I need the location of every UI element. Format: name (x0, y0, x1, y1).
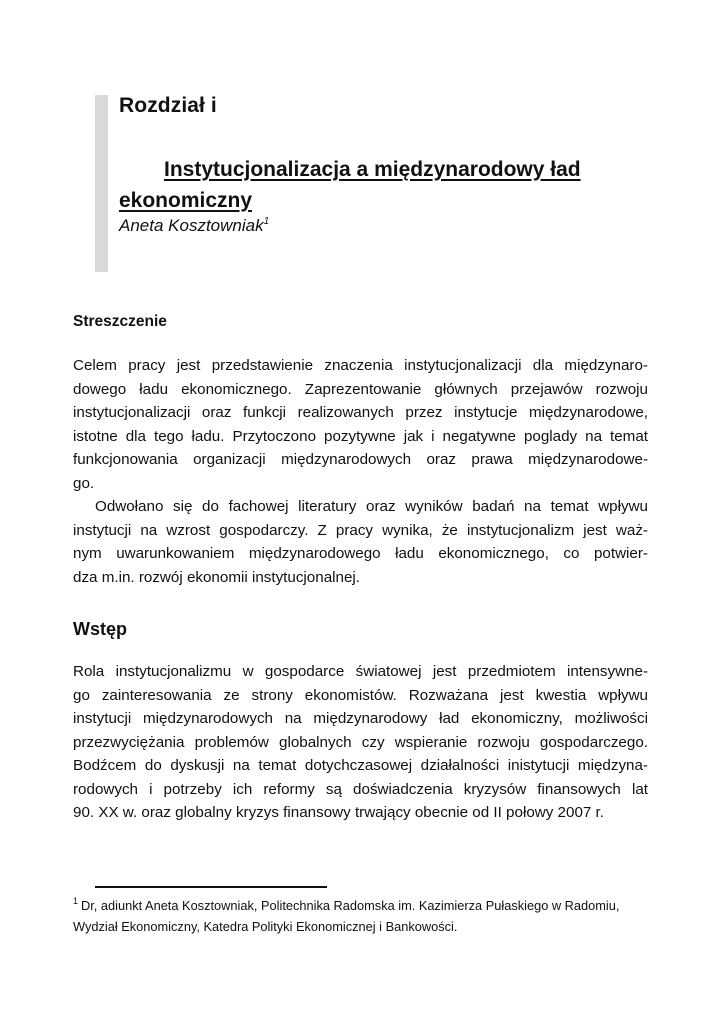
abstract-line: instytucji na wzrost gospodarczy. Z pracy wynika, że instytucjonalizm jest waż- (73, 521, 648, 539)
intro-line: rodowych i potrzeby ich reformy są doświadczenia kryzysów finansowych lat (73, 780, 648, 798)
abstract-body (73, 354, 648, 589)
chapter-title-line-1: Instytucjonalizacja a międzynarodowy ład (164, 158, 581, 181)
abstract-line: dza m.in. rozwój ekonomii instytucjonalnej. (73, 568, 361, 586)
chapter-title-line-2: ekonomiczny (119, 189, 253, 212)
abstract-line: nym uwarunkowaniem międzynarodowego ładu ekonomicznego, co potwier- (73, 545, 648, 562)
intro-line: Rola instytucjonalizmu w gospodarce światowej jest przedmiotem intensywne- (73, 663, 648, 680)
abstract-line: Odwołano się do fachowej literatury oraz wyników badań na temat wpływu (95, 498, 648, 515)
chapter-title (119, 154, 639, 216)
footnote-mark: 1 (73, 896, 79, 906)
abstract-line: funkcjonowania organizacji międzynarodowych oraz prawa międzynarodowe- (73, 451, 648, 468)
abstract-line: Celem pracy jest przedstawienie znaczenia instytucjonalizacji dla międzynaro- (73, 357, 648, 374)
intro-line: Bodźcem do dyskusji na temat dotychczasowej działalności inistytucji międzyna- (73, 757, 648, 774)
abstract-line: instytucjonalizacji oraz funkcji realizowanych przez instytucje międzynarodowe, (73, 404, 648, 421)
footnote-line-2: Wydział Ekonomiczny, Katedra Polityki Ekonomicznej i Bankowości. (73, 919, 458, 934)
abstract-line: dowego ładu ekonomicznego. Zaprezentowanie głównych przejawów rozwoju (73, 380, 648, 398)
chapter-side-bar (95, 95, 108, 272)
author (119, 216, 269, 236)
footnote-line-1: Dr, adiunkt Aneta Kosztowniak, Politechnika Radomska im. Kazimierza Pułaskiego w Radomiu, (81, 898, 620, 913)
abstract-line: go. (73, 474, 95, 492)
intro-line: 90. XX w. oraz globalny kryzys finansowy trwający obecnie od II połowy 2007 r. (73, 804, 604, 821)
abstract-line: istotne dla tego ładu. Przytoczono pozytywne jak i negatywne poglady na temat (73, 427, 648, 445)
intro-body (73, 660, 648, 825)
author-footnote-mark: 1 (263, 216, 270, 227)
footnote (73, 895, 648, 937)
author-name: Aneta Kosztowniak (119, 216, 264, 235)
intro-line: przezwyciężania problemów globalnych czy wspieranie rozwoju gospodarczego. (73, 733, 648, 751)
chapter-label: Rozdział i (119, 94, 217, 117)
intro-line: go zainteresowania ze strony ekonomistów. Rozważana jest kwestia wpływu (73, 686, 648, 704)
abstract-heading: Streszczenie (73, 313, 167, 330)
intro-line: instytucji międzynarodowych na międzynarodowy ład ekonomiczny, możliwości (73, 710, 648, 727)
footnote-separator (95, 886, 327, 888)
intro-heading: Wstęp (73, 619, 127, 639)
